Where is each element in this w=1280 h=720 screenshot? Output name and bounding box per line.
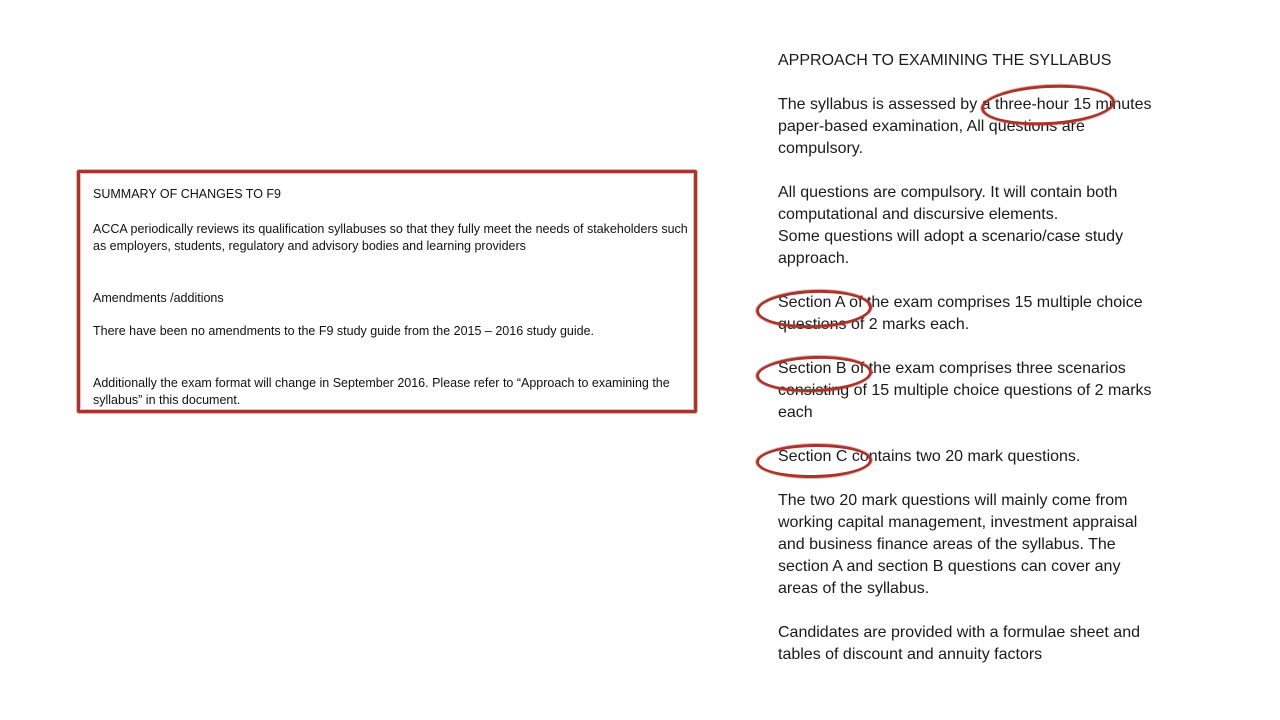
approach-heading: APPROACH TO EXAMINING THE SYLLABUS (778, 52, 1112, 69)
amendments-heading: Amendments /additions (93, 291, 224, 305)
summary-title: SUMMARY OF CHANGES TO F9 (93, 187, 282, 201)
approach-paragraph-formulae: Candidates are provided with a formulae sheet and tables of discount and annuity factors (778, 624, 1140, 663)
approach-paragraph-scenario: Some questions will adopt a scenario/case study approach. (778, 228, 1124, 267)
approach-paragraph-twenty-mark: The two 20 mark questions will mainly come from working capital management, investment appraisal and business finance areas of the syllabus. The section A and section B questions can cover any areas of the syllabus. (778, 492, 1138, 597)
approach-paragraph-section-a: Section A of the exam comprises 15 multiple choice questions of 2 marks each. (778, 294, 1143, 333)
approach-paragraph-section-c: Section C contains two 20 mark questions. (778, 448, 1081, 465)
amendments-text: There have been no amendments to the F9 study guide from the 2015 – 2016 study guide. (93, 324, 595, 338)
approach-paragraph-section-b: Section B of the exam comprises three scenarios consisting of 15 multiple choice questions of 2 marks each (778, 360, 1152, 421)
approach-paragraph-assessment: The syllabus is assessed by a three-hour 15 minutes paper-based examination, All questions are compulsory. (778, 96, 1152, 157)
approach-paragraph-compulsory: All questions are compulsory. It will contain both computational and discursive elements. (778, 184, 1118, 223)
summary-of-changes-box (77, 170, 697, 413)
summary-intro: ACCA periodically reviews its qualification syllabuses so that they fully meet the needs of stakeholders such as employers, students, regulatory and advisory bodies and learning providers (93, 222, 688, 253)
additional-text: Additionally the exam format will change in September 2016. Please refer to “Approach to examining the syllabus” in this document. (93, 376, 670, 407)
